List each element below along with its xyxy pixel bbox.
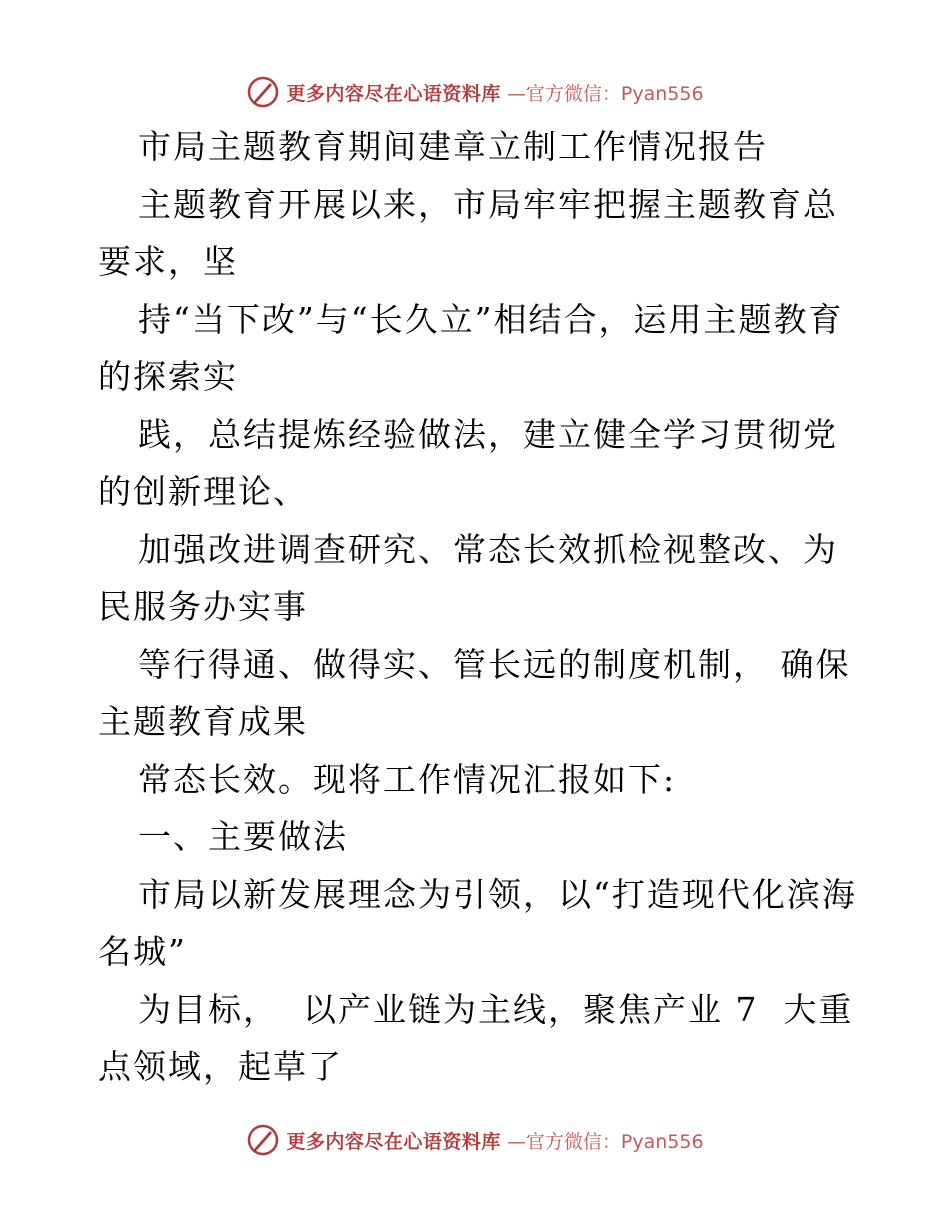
paragraph-line: 市局以新发展理念为引领，以“打造现代化滨海名城”	[98, 874, 857, 971]
paragraph-line: 加强改进调查研究、常态长效抓检视整改、为民服务办实事	[98, 529, 838, 626]
watermark-site-text: 更多内容尽在心语资料库	[286, 82, 501, 105]
footer-watermark	[0, 1120, 950, 1160]
paragraph-line: 等行得通、做得实、管长远的制度机制， 确保主题教育成果	[98, 644, 851, 741]
quill-logo-icon	[246, 1123, 280, 1157]
watermark-site-text: 更多内容尽在心语资料库	[286, 1130, 501, 1153]
watermark-contact-text: —官方微信：Pyan556	[506, 1130, 704, 1153]
quill-logo-icon	[246, 75, 280, 109]
section-heading: 一、主要做法	[138, 817, 348, 856]
paragraph-line: 为目标， 以产业链为主线，聚焦产业 7 大重点领域，起草了	[98, 989, 854, 1086]
watermark-contact-text: —官方微信：Pyan556	[506, 82, 704, 105]
paragraph-line: 主题教育开展以来，市局牢牢把握主题教育总要求，坚	[98, 184, 838, 281]
document-body	[98, 118, 858, 1096]
paragraph-line: 持“当下改”与“长久立”相结合，运用主题教育的探索实	[98, 299, 844, 396]
document-title: 市局主题教育期间建章立制工作情况报告	[138, 127, 768, 166]
header-watermark	[0, 72, 950, 112]
paragraph-line: 常态长效。现将工作情况汇报如下:	[138, 759, 677, 799]
paragraph-line: 践，总结提炼经验做法，建立健全学习贯彻党的创新理论、	[98, 414, 838, 511]
